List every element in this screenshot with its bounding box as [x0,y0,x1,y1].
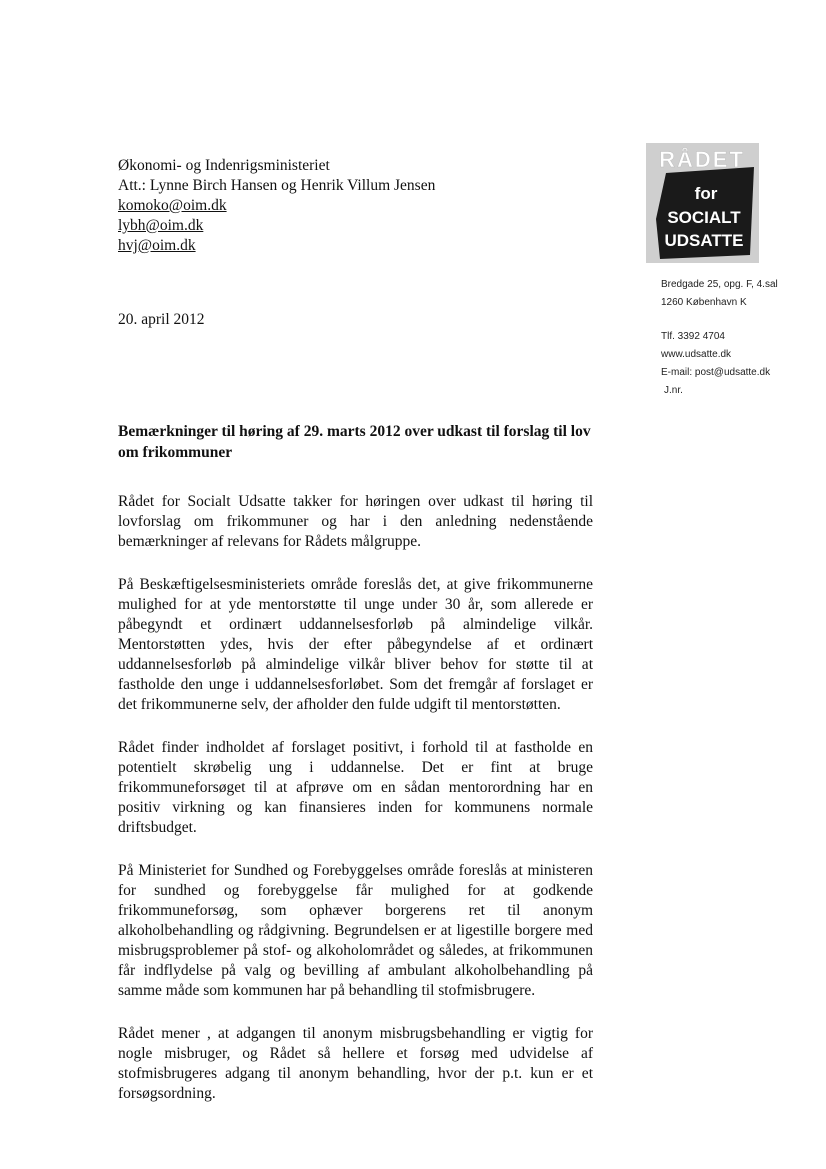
recipient-ministry: Økonomi- og Indenrigsministeriet [118,157,330,174]
logo-socialt-text: SOCIALT [667,208,741,227]
recipient-attention: Att.: Lynne Birch Hansen og Henrik Villum Jensen [118,177,436,194]
logo-top-text: RÅDET [659,147,745,172]
recipient-block [118,156,518,256]
body-paragraph: På Ministeriet for Sundhed og Forebyggelses område foreslås at ministeren for sundhed og forebyggelse får mulighed for at godkende frikommuneforsøg, som ophæver borgerens ret til anonym alkoholbehandling og rådgivning. Begrundelsen er at ligestille borgere med misbrugsproblemer på stof- og alkoholområdet og således, at frikommunen får indflydelse på valg og bevilling af ambulant alkoholbehandling på samme måde som kommunen har på behandling til stofmisbrugere. [118,862,593,999]
recipient-email-hvj[interactable]: hvj@oim.dk [118,237,196,254]
letter-date: 20. april 2012 [118,311,205,328]
sender-phone: Tlf. 3392 4704 [661,331,725,342]
recipient-email-komoko[interactable]: komoko@oim.dk [118,197,227,214]
sender-address-city: 1260 København K [661,297,747,308]
letter-body [118,492,593,1127]
body-paragraph: Rådet mener , at adgangen til anonym misbrugsbehandling er vigtig for nogle misbruger, og Rådet så hellere et forsøg med udvidelse af stofmisbrugeres adgang til anonym behandling, hvor der p.t. kun er et forsøgsordning. [118,1025,593,1102]
radet-for-socialt-udsatte-logo [646,143,759,263]
body-paragraph: Rådet for Socialt Udsatte takker for høringen over udkast til høring til lovforslag om frikommuner og har i den anledning nedenstående bemærkninger af relevans for Rådets målgruppe. [118,493,593,550]
sender-address-street: Bredgade 25, opg. F, 4.sal [661,279,778,290]
sender-journal-number: J.nr. [664,385,683,396]
sender-block [661,276,821,400]
letter-subject: Bemærkninger til høring af 29. marts 2012 over udkast til forslag til lov om frikommuner [118,423,591,461]
sender-email[interactable]: E-mail: post@udsatte.dk [661,367,771,378]
body-paragraph: På Beskæftigelsesministeriets område foreslås det, at give frikommunerne mulighed for at yde mentorstøtte til unge under 30 år, som allerede er påbegyndt et ordinært uddannelsesforløb på almindelige vilkår. Mentorstøtten ydes, hvis der efter påbegyndelse af et ordinært uddannelsesforløb på almindelige vilkår bliver behov for støtte til at fastholde den unge i uddannelsesforløbet. Som det fremgår af forslaget er det frikommunerne selv, der afholder den fulde udgift til mentorstøtten. [118,576,593,713]
sender-website[interactable]: www.udsatte.dk [661,349,732,360]
body-paragraph: Rådet finder indholdet af forslaget positivt, i forhold til at fastholde en potentielt skrøbelig ung i uddannelse. Det er fint at bruge frikommuneforsøget til at afprøve om en sådan mentorordning har en positiv virkning og kan finansieres inden for kommunens normale driftsbudget. [118,739,593,836]
logo-udsatte-text: UDSATTE [664,231,744,250]
recipient-email-lybh[interactable]: lybh@oim.dk [118,217,204,234]
logo-for-text: for [694,184,718,203]
